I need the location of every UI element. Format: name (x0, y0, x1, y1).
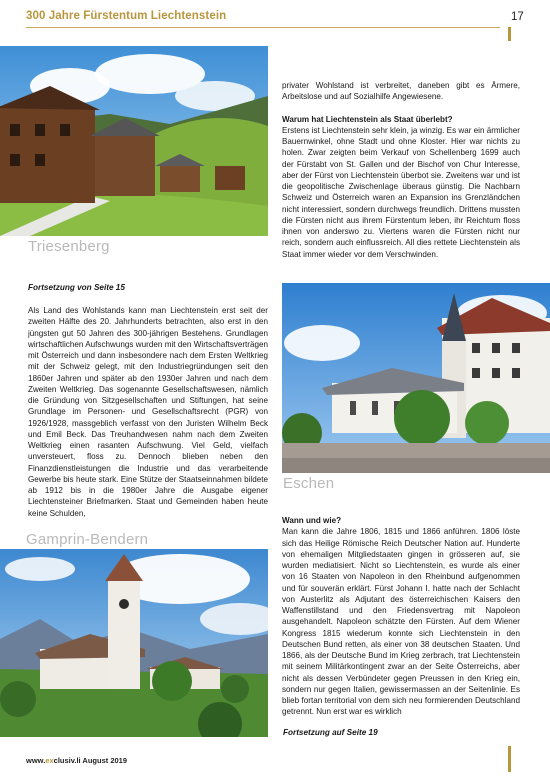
prosperity-paragraph: Als Land des Wohlstands kann man Liechtenstein erst seit der zweiten Hälfte des 20. Jahrhunderts betrachten, also erst in den jüngsten gut 50 Jahren des 300-jährigen Bestehens. Grundlagen wirtschaftlichen Aufschwungs wurden mit den Wirtschaftsverträgen mit Österreich und dann insbesondere nach dem Ersten Weltkrieg mit der Schweiz gelegt, mit den Industriegründungen seit den 1860er Jahren und später ab den 1930er Jahren und nach dem Zweiten Weltkrieg. Das sogenannte Gesellschaftswesen, nämlich die Gründung von Sitzgesellschaften und Stiftungen, hat seine Grundlage im Personen- und Gesellschaftsrecht (PGR) von 1926/1928, massgeblich verfasst von den Juristen Wilhelm Beck und Emil Beck. Das Treuhandwesen nahm nach dem Zweiten Weltkrieg einen rasanten Aufschwung. Viel Geld, vielfach unversteuert, floss zu. Dennoch blieben neben den Finanzdienstleistungen die Industrie und das verarbeitende Gewerbe bis heute stark. Eine Stütze der Staatseinnahmen bildete ab 1912 bis in die 1980er Jahre die Ausgabe eigener Liechtensteiner Briefmarken. Staat und Gemeinden haben heute keine Schulden, (28, 306, 268, 518)
page-number: 17 (511, 11, 524, 23)
footer-accent (508, 746, 511, 772)
right-column-top (282, 80, 520, 260)
left-column-body (28, 305, 268, 519)
footer-brand: ex (45, 756, 54, 765)
eschen-image (282, 283, 550, 473)
running-header-title: 300 Jahre Fürstentum Liechtenstein (26, 10, 227, 22)
page-number-accent (508, 27, 511, 41)
photo-eschen (282, 283, 550, 473)
footer-issue: August 2019 (80, 756, 128, 765)
section-heading-when-how: Wann und wie? (282, 516, 342, 525)
footer-prefix: www. (26, 756, 46, 765)
survival-paragraph: Erstens ist Liechtenstein sehr klein, ja winzig. Es war ein ärmlicher Bauernwinkel, ohne Stadt und ohne Kloster. Hier war nichts zu holen. Zwar zeigten beim Verkauf von Schellenberg 1699 auch der Fürstabt von St. Gallen und der Bischof von Chur Interesse, aber der Fürst von Liechtenstein überbot sie. Zweitens war und ist die geopolitische Zwischenlage überaus günstig. Die Nachbarn Schweiz und Österreich waren an Expansion ins Grenzländchen nicht interessiert, sondern durchwegs freundlich. Drittens mussten die Fürsten nicht aus ihrem Fürstentum leben, ihr Reichtum floss ihnen von anderswo zu. Viertens waren die Fürsten nicht nur reich, sondern auch einflussreich. All dies rettete Liechtenstein als Staat immer wieder vor dem Verschwinden. (282, 125, 520, 259)
right-column-bottom (282, 515, 520, 718)
caption-eschen: Eschen (283, 475, 335, 492)
footer-website (26, 756, 127, 765)
caption-triesenberg: Triesenberg (28, 238, 110, 255)
gamprin-image (0, 549, 268, 737)
triesenberg-image (0, 46, 268, 236)
intro-paragraph: privater Wohlstand ist verbreitet, daneben gibt es Ärmere, Arbeitslose und auf Sozialhilfe Angewiesene. (282, 81, 520, 102)
photo-gamprin-bendern (0, 549, 268, 737)
footer-suffix: clusiv.li (53, 756, 81, 765)
continuation-from-note: Fortsetzung von Seite 15 (28, 283, 125, 292)
history-paragraph: Man kann die Jahre 1806, 1815 und 1866 anführen. 1806 löste sich das Heilige Römische Reich Deutscher Nation auf. Hunderte von ehemaligen Mitgliedstaaten gingen in grösseren auf, sie wurden mediatisiert. Nicht so Liechtenstein, es wurde als einer von 16 Staaten von Napoleon in den Rheinbund aufgenommen und für souverän erklärt. Fürst Johann I. hatte nach der Schlacht von Austerlitz als Adjutant des österreichischen Kaisers den Waffenstillstand und den Friedensvertrag mit Napoleon ausgehandelt. Napoleon schätzte den Fürsten. Auf dem Wiener Kongress 1815 wiederum konnte sich Liechtenstein in den Deutschen Bund retten, als einer von 38 deutschen Staaten. Und 1866, als der Deutsche Bund im Krieg zerbrach, trat Liechtenstein mit seinem Militärkontingent zwar an der Seite Österreichs, aber nicht als dessen Verbündeter gegen Preussen in den Krieg ein, sondern nur gegen Italien, gewissermassen an der Seitenlinie. Es blieb fortan territorial von dem sich neu formierenden Deutschland getrennt. Nun erst war es wirklich (282, 527, 520, 717)
caption-gamprin-bendern: Gamprin-Bendern (26, 531, 149, 548)
continuation-to-note: Fortsetzung auf Seite 19 (283, 728, 378, 737)
section-heading-survival: Warum hat Liechtenstein als Staat überlebt? (282, 114, 453, 124)
header-rule (26, 27, 500, 28)
photo-triesenberg (0, 46, 268, 236)
